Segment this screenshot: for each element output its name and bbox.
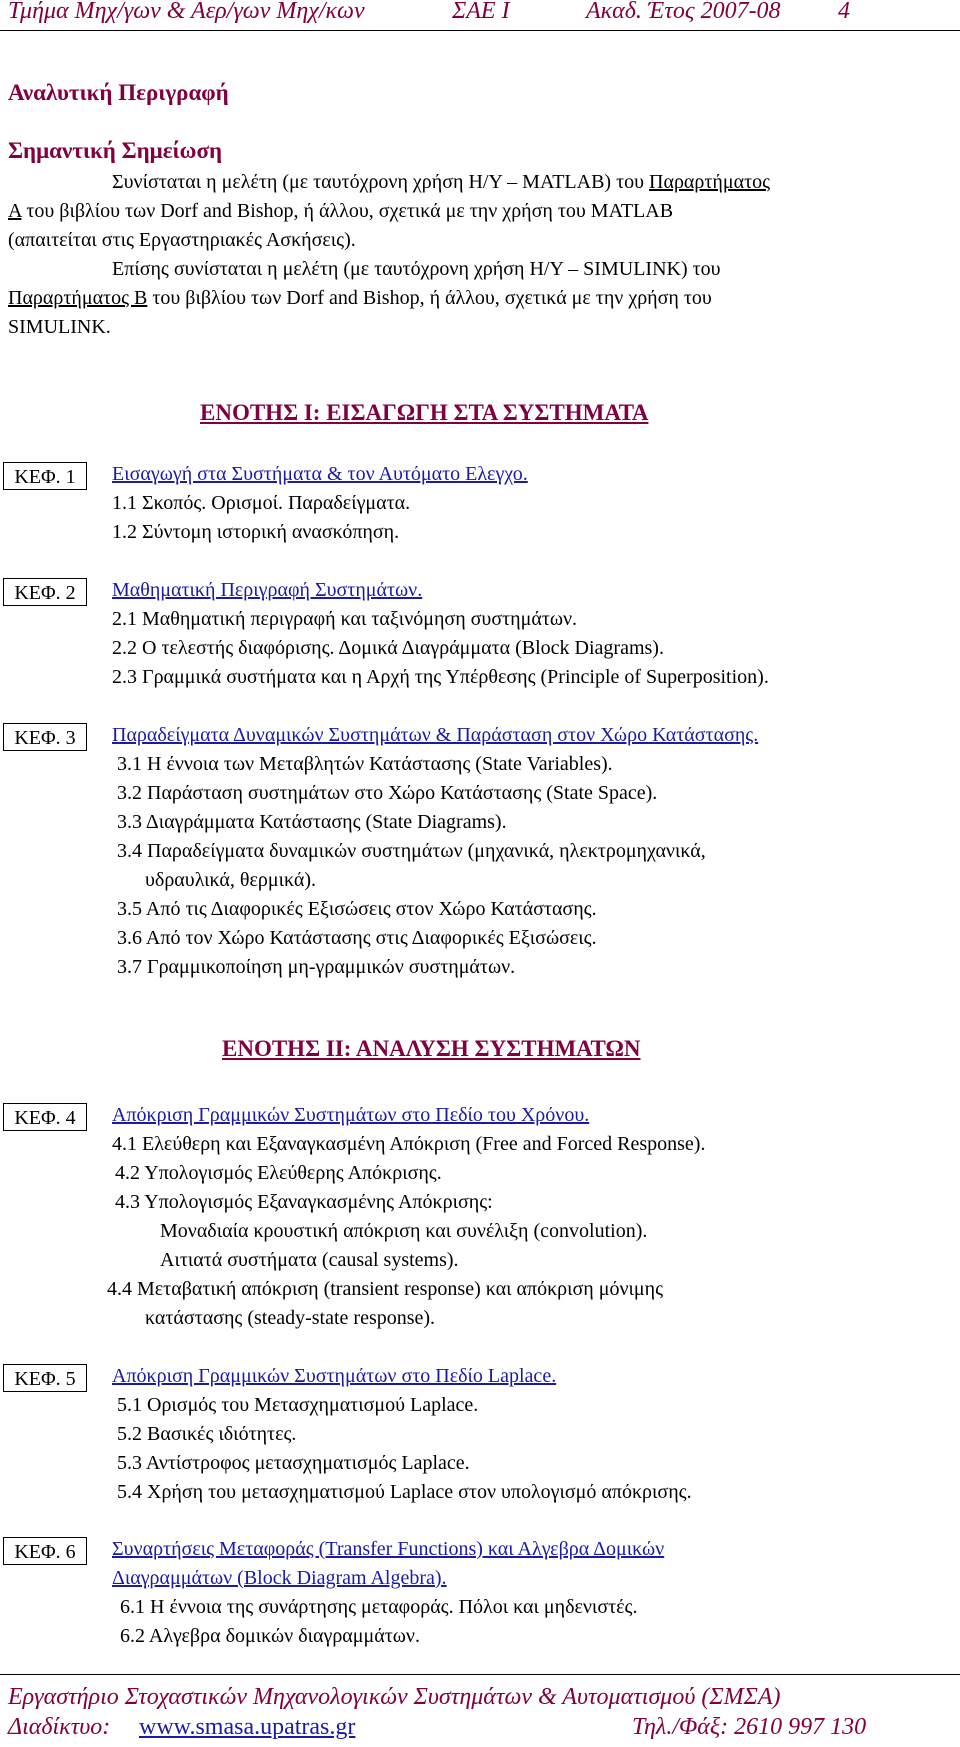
footer-lab-name: Εργαστήριο Στοχαστικών Μηχανολογικών Συστημάτων & Αυτοματισμού (ΣΜΣΑ) (8, 1684, 781, 1710)
chapter-1-label: ΚΕΦ. 1 (3, 462, 87, 490)
chapter-6-title[interactable]: Συναρτήσεις Μεταφοράς (Transfer Functions) και Αλγεβρα Δομικών (112, 1538, 665, 1560)
chapter-2-label: ΚΕΦ. 2 (3, 578, 87, 606)
note-p1-line3: (απαιτείται στις Εργαστηριακές Ασκήσεις). (8, 229, 356, 251)
chapter-3-label: ΚΕΦ. 3 (3, 723, 87, 751)
chapter-3-item: 3.7 Γραμμικοποίηση μη-γραμμικών συστημάτων. (117, 956, 516, 978)
chapter-3-title[interactable]: Παραδείγματα Δυναμικών Συστημάτων & Παράσταση στον Χώρο Κατάστασης. (112, 724, 759, 746)
chapter-4-item: 4.3 Υπολογισμός Εξαναγκασμένης Απόκρισης: (115, 1191, 493, 1213)
footer-web-link[interactable]: www.smasa.upatras.gr (139, 1714, 356, 1740)
chapter-6-label: ΚΕΦ. 6 (3, 1537, 87, 1565)
chapter-4-item: 4.1 Ελεύθερη και Εξαναγκασμένη Απόκριση (Free and Forced Response). (112, 1133, 706, 1155)
chapter-2-item: 2.1 Μαθηματική περιγραφή και ταξινόμηση συστημάτων. (112, 608, 578, 630)
chapter-1-title[interactable]: Εισαγωγή στα Συστήματα & τον Αυτόματο Ελεγχο. (112, 463, 528, 485)
footer-rule (0, 1674, 960, 1675)
chapter-3-item: 3.5 Από τις Διαφορικές Εξισώσεις στον Χώρο Κατάστασης. (117, 898, 597, 920)
chapter-3-item: 3.6 Από τον Χώρο Κατάστασης στις Διαφορικές Εξισώσεις. (117, 927, 597, 949)
chapter-5-title[interactable]: Απόκριση Γραμμικών Συστημάτων στο Πεδίο Laplace. (112, 1365, 557, 1387)
footer-phone: Τηλ./Φάξ: 2610 997 130 (632, 1714, 867, 1740)
chapter-5-item: 5.3 Αντίστροφος μετασχηματισμός Laplace. (117, 1452, 470, 1474)
chapter-3-item: 3.3 Διαγράμματα Κατάστασης (State Diagrams). (117, 811, 507, 833)
note-p2-line2 (8, 287, 712, 310)
chapter-4-subitem: Μοναδιαία κρουστική απόκριση και συνέλιξη (convolution). (160, 1220, 648, 1242)
page-title: Αναλυτική Περιγραφή (8, 80, 229, 105)
note-text: του βιβλίου των Dorf and Bishop, ή άλλου, σχετικά με την χρήση του (147, 287, 712, 309)
chapter-4-item-continued: κατάστασης (steady-state response). (145, 1307, 436, 1329)
chapter-3-item-continued: υδραυλικά, θερμικά). (145, 869, 317, 891)
appendix-a-link: Παραρτήματος (649, 171, 771, 193)
chapter-5-label: ΚΕΦ. 5 (3, 1364, 87, 1392)
header-course: ΣΑΕ Ι (452, 0, 510, 24)
note-p2-line1: Επίσης συνίσταται η μελέτη (με ταυτόχρονη χρήση Η/Υ – SIMULINK) του (112, 258, 721, 280)
chapter-4-subitem: Αιτιατά συστήματα (causal systems). (160, 1249, 459, 1271)
note-heading: Σημαντική Σημείωση (8, 138, 223, 163)
header-page-number: 4 (838, 0, 850, 24)
chapter-5-item: 5.2 Βασικές ιδιότητες. (117, 1423, 297, 1445)
chapter-2-item: 2.2 Ο τελεστής διαφόρισης. Δομικά Διαγράμματα (Block Diagrams). (112, 637, 664, 659)
chapter-3-item: 3.4 Παραδείγματα δυναμικών συστημάτων (μηχανικά, ηλεκτρομηχανικά, (117, 840, 706, 862)
note-p1-line1 (112, 171, 770, 194)
chapter-3-item: 3.1 Η έννοια των Μεταβλητών Κατάστασης (State Variables). (117, 753, 613, 775)
chapter-6-title-continued[interactable]: Διαγραμμάτων (Block Diagram Algebra). (112, 1567, 447, 1589)
chapter-4-label: ΚΕΦ. 4 (3, 1103, 87, 1131)
unit2-heading: ΕΝΟΤΗΣ ΙΙ: ΑΝΑΛΥΣΗ ΣΥΣΤΗΜΑΤΩΝ (222, 1036, 641, 1061)
chapter-3-item: 3.2 Παράσταση συστημάτων στο Χώρο Κατάστασης (State Space). (117, 782, 658, 804)
chapter-4-item: 4.2 Υπολογισμός Ελεύθερης Απόκρισης. (115, 1162, 442, 1184)
note-text: Συνίσταται η μελέτη (με ταυτόχρονη χρήση Η/Υ – MATLAB) του (112, 171, 650, 193)
note-text: του βιβλίου των Dorf and Bishop, ή άλλου, σχετικά με την χρήση του MATLAB (21, 200, 674, 222)
unit1-heading: ΕΝΟΤΗΣ Ι: ΕΙΣΑΓΩΓΗ ΣΤΑ ΣΥΣΤΗΜΑΤΑ (200, 400, 649, 425)
header-dept: Τμήμα Μηχ/γων & Αερ/γων Μηχ/κων (8, 0, 365, 24)
header-year: Ακαδ. Έτος 2007-08 (586, 0, 781, 24)
chapter-4-item: 4.4 Μεταβατική απόκριση (transient response) και απόκριση μόνιμης (107, 1278, 663, 1300)
appendix-b-link: Παραρτήματος Β (8, 287, 148, 309)
chapter-6-item: 6.1 Η έννοια της συνάρτησης μεταφοράς. Πόλοι και μηδενιστές. (120, 1596, 638, 1618)
footer-web-label: Διαδίκτυο: (8, 1714, 111, 1740)
chapter-5-item: 5.1 Ορισμός του Μετασχηματισμού Laplace. (117, 1394, 479, 1416)
chapter-1-item: 1.2 Σύντομη ιστορική ανασκόπηση. (112, 521, 400, 543)
chapter-2-item: 2.3 Γραμμικά συστήματα και η Αρχή της Υπέρθεσης (Principle of Superposition). (112, 666, 769, 688)
chapter-4-title[interactable]: Απόκριση Γραμμικών Συστημάτων στο Πεδίο του Χρόνου. (112, 1104, 590, 1126)
chapter-2-title[interactable]: Μαθηματική Περιγραφή Συστημάτων. (112, 579, 423, 601)
chapter-6-item: 6.2 Αλγεβρα δομικών διαγραμμάτων. (120, 1625, 420, 1647)
header-rule (0, 30, 960, 31)
note-p1-line2 (8, 200, 673, 223)
chapter-5-item: 5.4 Χρήση του μετασχηματισμού Laplace στον υπολογισμό απόκρισης. (117, 1481, 692, 1503)
note-p2-line3: SIMULINK. (8, 316, 111, 338)
chapter-1-item: 1.1 Σκοπός. Ορισμοί. Παραδείγματα. (112, 492, 411, 514)
appendix-a-letter: Α (8, 200, 22, 222)
